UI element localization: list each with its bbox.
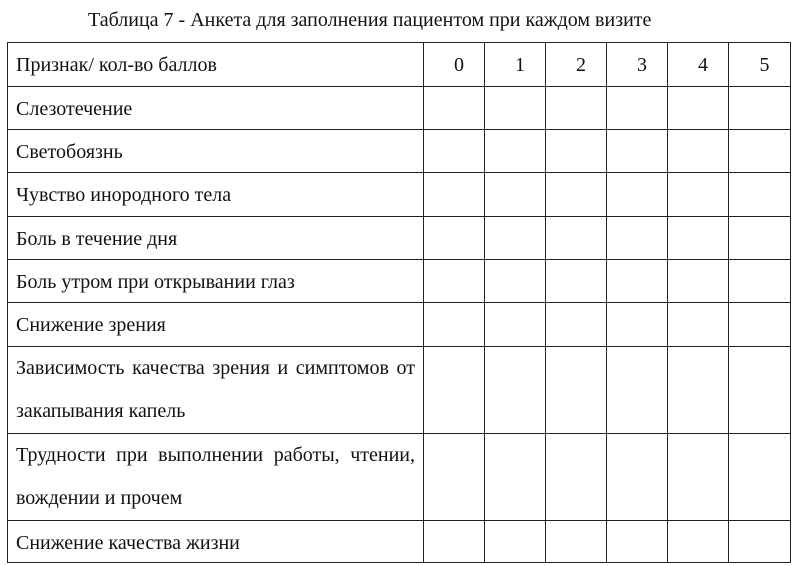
row-label: Светобоязнь	[16, 141, 123, 163]
score-cell[interactable]	[607, 434, 668, 521]
score-cell[interactable]	[424, 173, 485, 217]
score-cell[interactable]	[546, 130, 607, 173]
score-cell[interactable]	[424, 521, 485, 563]
table-row	[8, 217, 791, 260]
table-row	[8, 130, 791, 173]
table-row	[8, 260, 791, 303]
score-cell[interactable]	[729, 130, 791, 173]
score-cell[interactable]	[485, 130, 546, 173]
table-caption: Таблица 7 - Анкета для заполнения пациентом при каждом визите	[88, 9, 652, 31]
row-label-cell	[8, 130, 424, 173]
table-row	[8, 173, 791, 217]
score-cell[interactable]	[668, 217, 729, 260]
row-label-cell	[8, 260, 424, 303]
score-cell[interactable]	[485, 434, 546, 521]
score-cell[interactable]	[729, 217, 791, 260]
header-score-cell	[668, 43, 729, 87]
score-cell[interactable]	[424, 303, 485, 347]
row-label-cell	[8, 303, 424, 347]
score-cell[interactable]	[607, 260, 668, 303]
score-cell[interactable]	[729, 303, 791, 347]
score-cell[interactable]	[668, 130, 729, 173]
row-label-cell	[8, 173, 424, 217]
score-cell[interactable]	[424, 347, 485, 434]
score-cell[interactable]	[729, 347, 791, 434]
score-cell[interactable]	[668, 434, 729, 521]
score-cell[interactable]	[424, 217, 485, 260]
table-row	[8, 303, 791, 347]
table-row	[8, 87, 791, 130]
score-cell[interactable]	[607, 347, 668, 434]
score-cell[interactable]	[546, 347, 607, 434]
row-label: Снижение качества жизни	[16, 532, 240, 554]
score-cell[interactable]	[485, 217, 546, 260]
score-cell[interactable]	[424, 130, 485, 173]
score-cell[interactable]	[607, 173, 668, 217]
header-score-1: 1	[515, 54, 525, 76]
score-cell[interactable]	[607, 87, 668, 130]
header-score-5: 5	[759, 54, 770, 76]
score-cell[interactable]	[485, 521, 546, 563]
score-cell[interactable]	[424, 87, 485, 130]
table-row	[8, 521, 791, 563]
score-cell[interactable]	[546, 87, 607, 130]
score-cell[interactable]	[668, 87, 729, 130]
header-label: Признак/ кол-во баллов	[16, 54, 217, 76]
score-cell[interactable]	[546, 260, 607, 303]
score-cell[interactable]	[546, 217, 607, 260]
score-cell[interactable]	[729, 173, 791, 217]
header-score-2: 2	[576, 54, 586, 76]
row-label: Слезотечение	[16, 98, 133, 120]
score-cell[interactable]	[546, 521, 607, 563]
score-cell[interactable]	[729, 260, 791, 303]
score-cell[interactable]	[668, 260, 729, 303]
row-label-cell	[8, 434, 424, 521]
header-score-cell	[729, 43, 791, 87]
header-score-0: 0	[454, 54, 464, 76]
score-cell[interactable]	[546, 303, 607, 347]
row-label: Трудности при выполнении работы, чтении, вождении и прочем	[16, 444, 415, 509]
row-label: Снижение зрения	[16, 314, 166, 336]
header-score-cell	[485, 43, 546, 87]
score-cell[interactable]	[424, 260, 485, 303]
score-cell[interactable]	[668, 303, 729, 347]
patient-survey-table	[7, 42, 791, 563]
header-score-cell	[546, 43, 607, 87]
row-label-cell	[8, 521, 424, 563]
row-label: Чувство инородного тела	[16, 184, 232, 206]
score-cell[interactable]	[668, 347, 729, 434]
score-cell[interactable]	[607, 217, 668, 260]
score-cell[interactable]	[729, 521, 791, 563]
score-cell[interactable]	[607, 130, 668, 173]
table-header-row	[8, 43, 791, 87]
score-cell[interactable]	[607, 521, 668, 563]
score-cell[interactable]	[729, 87, 791, 130]
score-cell[interactable]	[668, 173, 729, 217]
row-label: Боль утром при открывании глаз	[16, 271, 295, 293]
score-cell[interactable]	[546, 434, 607, 521]
row-label: Зависимость качества зрения и симптомов от закапывания капель	[16, 357, 415, 422]
score-cell[interactable]	[485, 87, 546, 130]
score-cell[interactable]	[668, 521, 729, 563]
score-cell[interactable]	[546, 173, 607, 217]
row-label-cell	[8, 87, 424, 130]
table-row	[8, 347, 791, 434]
header-label-cell	[8, 43, 424, 87]
row-label: Боль в течение дня	[16, 228, 178, 250]
score-cell[interactable]	[424, 434, 485, 521]
score-cell[interactable]	[607, 303, 668, 347]
header-score-cell	[424, 43, 485, 87]
row-label-cell	[8, 217, 424, 260]
header-score-cell	[607, 43, 668, 87]
score-cell[interactable]	[485, 347, 546, 434]
score-cell[interactable]	[485, 260, 546, 303]
table-row	[8, 434, 791, 521]
score-cell[interactable]	[485, 303, 546, 347]
header-score-4: 4	[698, 54, 708, 76]
row-label-cell	[8, 347, 424, 434]
score-cell[interactable]	[485, 173, 546, 217]
score-cell[interactable]	[729, 434, 791, 521]
header-score-3: 3	[637, 54, 647, 76]
